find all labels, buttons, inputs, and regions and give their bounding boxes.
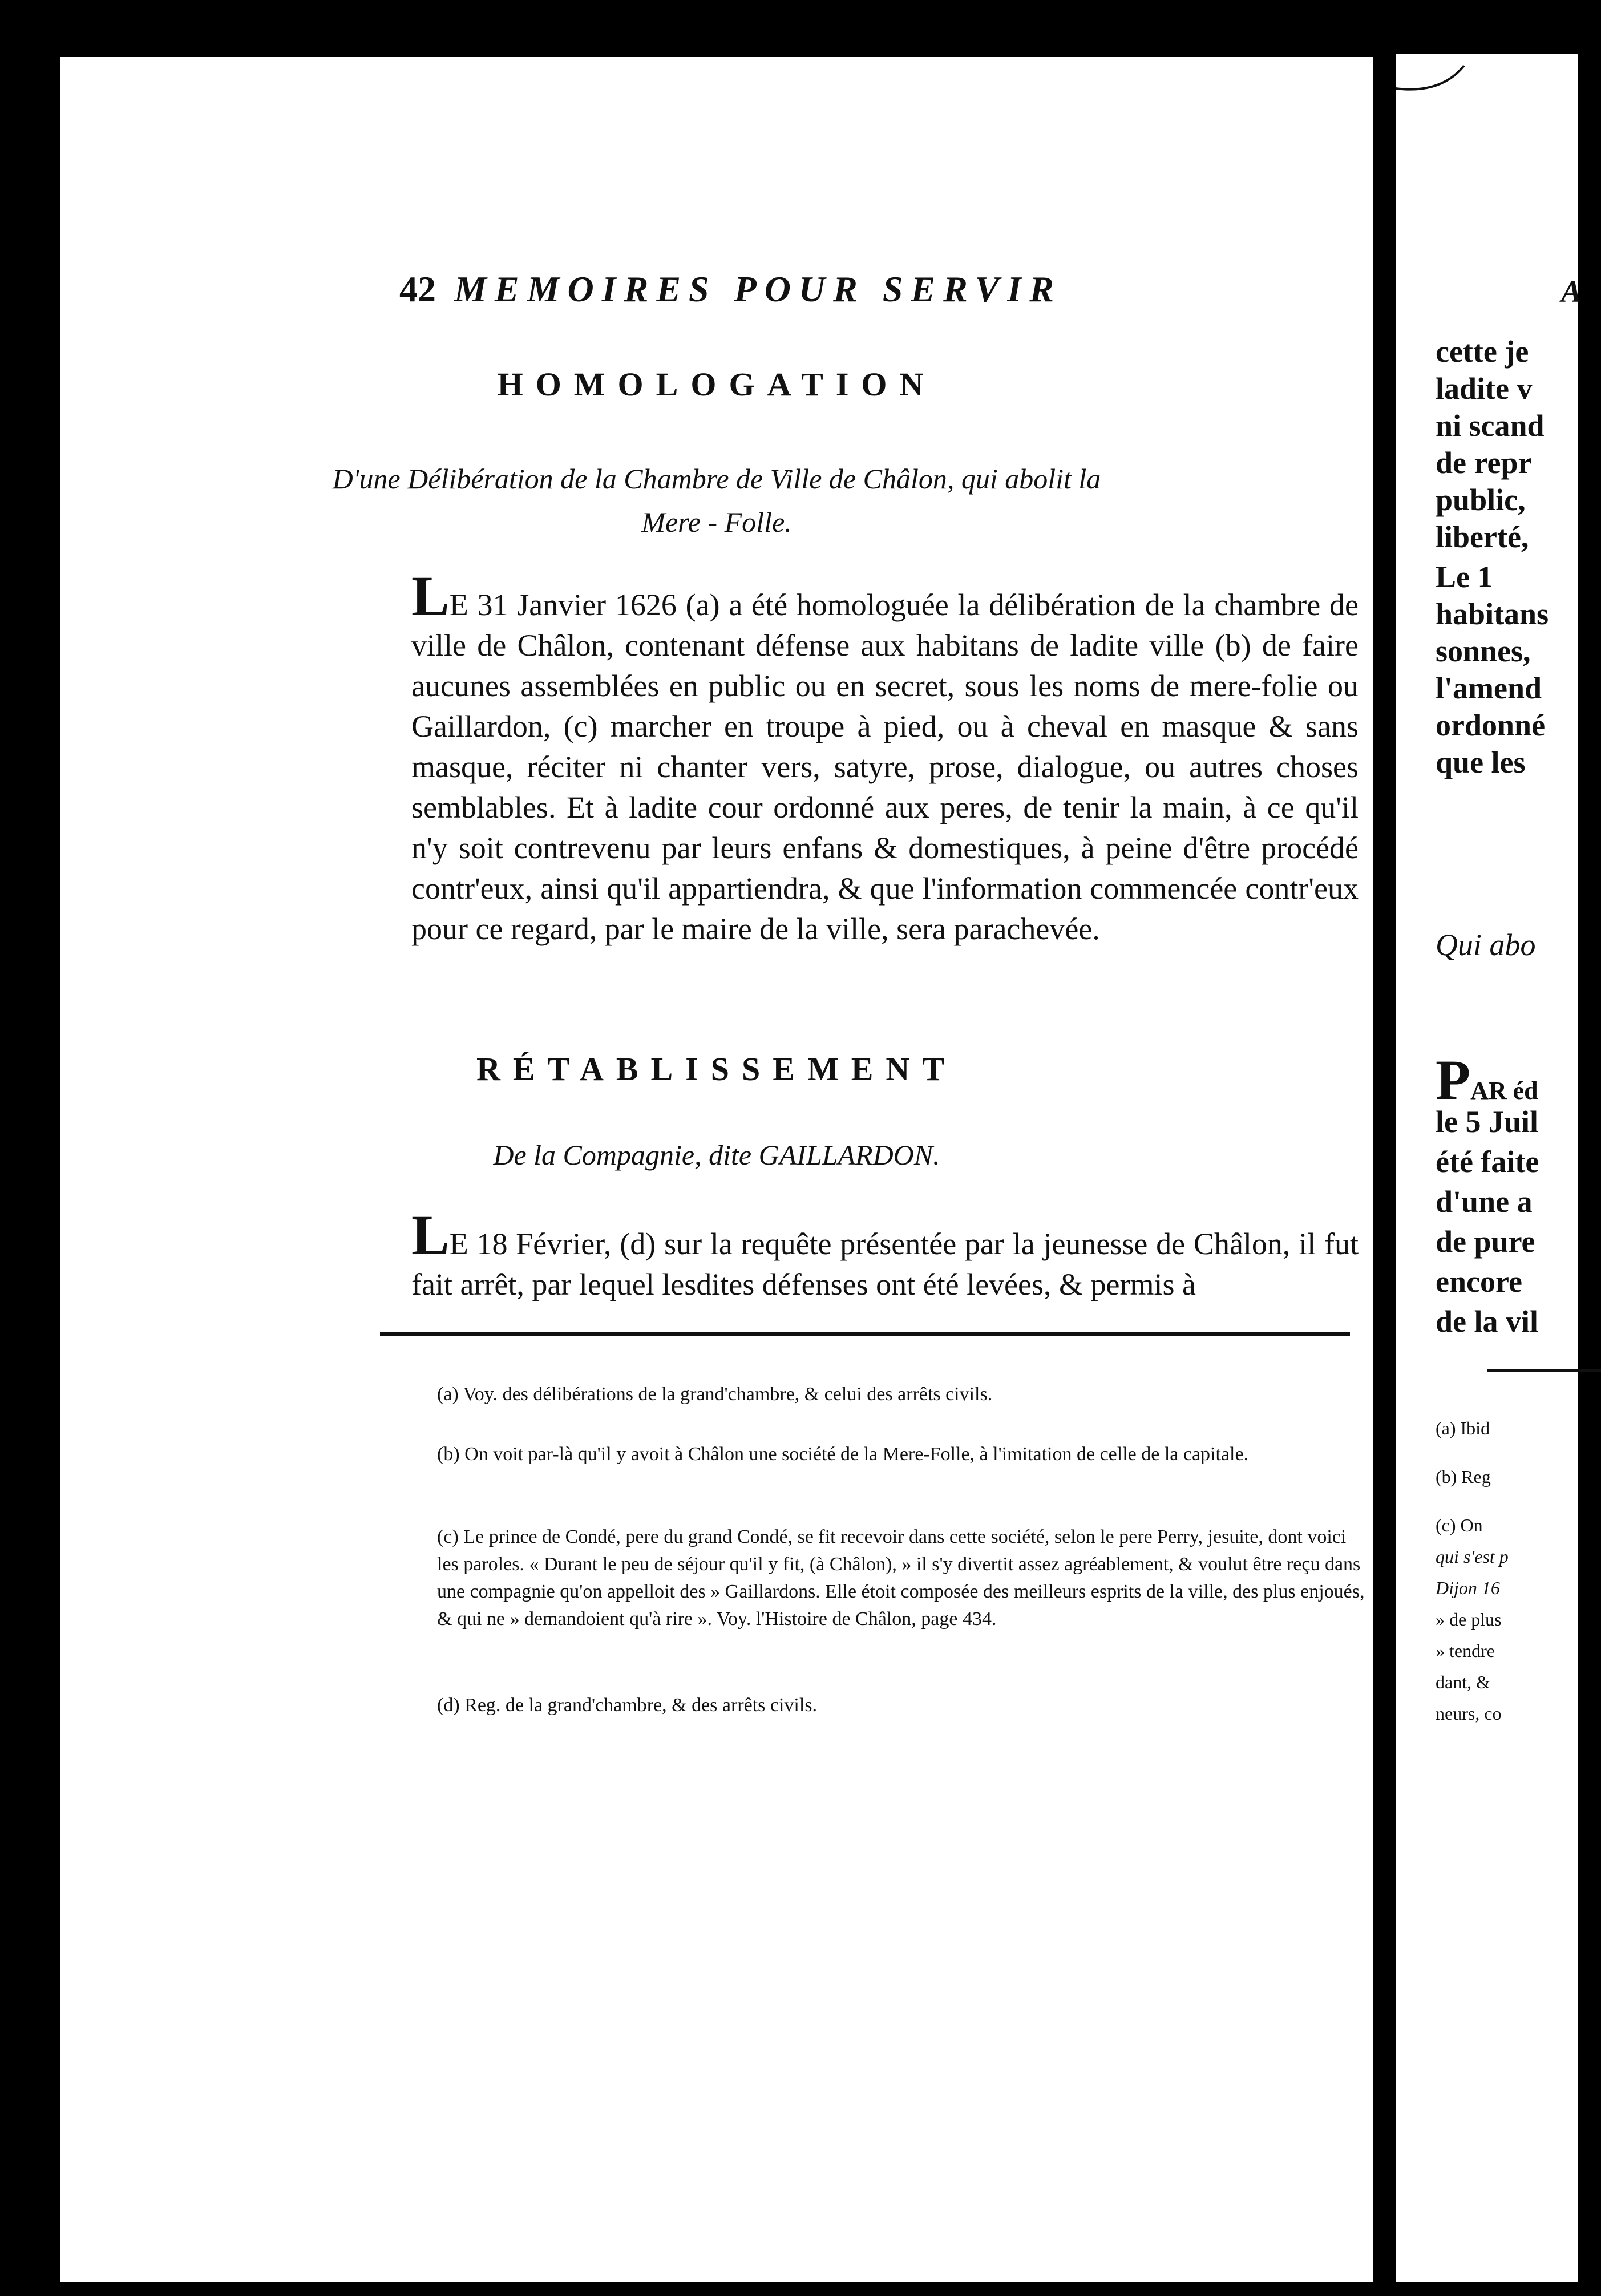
paragraph-text: E 31 Janvier 1626 (a) a été homologuée la délibération de la chambre de ville de Châlon, contenant défense aux habitans de ladite ville (b) de faire aucunes assemblées en public ou en secret, sous les noms de mere-folie ou Gaillardon, (c) marcher en troupe à pied, ou à cheval en masque & sans masque, réciter ni chanter vers, satyre, prose, dialogue, ou autres choses semblables. Et à ladite cour ordonné aux peres, de tenir la main, à ce qu'il n'y soit contrevenu par leurs enfans & domestiques, à peine d'être procédé contr'eux, ainsi qu'il appartiendra, & que l'information commencée contr'eux pour ce regard, par le maire de la ville, sera parachevée. [411,588,1359,946]
right-line: public, [1436,483,1526,517]
section-subtitle-line1: D'une Délibération de la Chambre de Ville de Châlon, qui abolit la [332,463,1101,495]
page-number: 42 [399,269,436,309]
right-line: ni scand [1436,409,1545,443]
right-line: le 5 Juil [1436,1105,1539,1139]
section-subtitle-line2: Mere - Folle. [641,506,792,538]
right-footnote: Dijon 16 [1436,1578,1500,1598]
right-line: de la vil [1436,1304,1539,1339]
section-subtitle-retablissement: De la Compagnie, dite GAILLARDON. [493,1139,940,1171]
dropcap: L [411,1203,450,1267]
right-subtitle: Qui abo [1436,928,1536,962]
right-line: AR éd [1470,1077,1538,1105]
footnote-rule [380,1332,1350,1336]
right-line: cette je [1436,334,1529,369]
right-footnote: (a) Ibid [1436,1418,1490,1438]
right-footnote: (b) Reg [1436,1466,1491,1487]
right-line: de repr [1436,446,1532,480]
section-title-retablissement: RÉTABLISSEMENT [476,1050,957,1088]
right-page [1396,54,1582,2282]
right-footnote: » tendre [1436,1640,1495,1661]
right-line: d'une a [1436,1185,1533,1219]
paragraph-retablissement [411,1203,1359,1305]
right-line: Le 1 [1436,560,1493,594]
right-footnote: neurs, co [1436,1703,1502,1724]
right-line: encore [1436,1264,1522,1299]
right-line: ordonné [1436,708,1546,742]
right-footnote: » de plus [1436,1609,1502,1630]
dropcap: P [1436,1048,1471,1111]
right-line: habitans [1436,597,1549,631]
right-line: liberté, [1436,520,1529,554]
running-head [399,268,1062,310]
right-paragraph-first [1436,1047,1538,1113]
right-footnote: dant, & [1436,1672,1490,1692]
footnote-a: (a) Voy. des délibérations de la grand'chambre, & celui des arrêts civils. [437,1384,993,1405]
dropcap: L [411,564,450,628]
right-line: ladite v [1436,371,1533,406]
left-page [60,57,1373,2282]
right-running-head: A [1561,274,1582,309]
right-footnote: (c) On [1436,1515,1483,1535]
paragraph-homologation [411,564,1359,949]
right-footnote: qui s'est p [1436,1546,1509,1567]
section-title-homologation: HOMOLOGATION [497,366,936,403]
page-edge-curve [1396,54,1578,111]
right-footnote-rule [1487,1369,1601,1372]
footnote-c: (c) Le prince de Condé, pere du grand Condé, se fit recevoir dans cette société, selon le pere Perry, jesuite, dont voici les paroles. « Durant le peu de séjour qu'il y fit, (à Châlon), » il s'y divertit assez agréablement, & voulut être reçu dans une compagnie qu'on appelloit des » Gaillardons. Elle étoit composée des meilleurs esprits de la ville, des plus enjoués, & qui ne » demandoient qu'à rire ». Voy. l'Histoire de Châlon, page 434. [437,1526,1365,1630]
right-line: sonnes, [1436,634,1531,668]
paragraph-text: E 18 Février, (d) sur la requête présentée par la jeunesse de Châlon, il fut fait arrêt, par lequel lesdites défenses ont été levées, & permis à [411,1227,1359,1301]
running-head-text: MEMOIRES POUR SERVIR [454,269,1062,309]
footnote-b: (b) On voit par-là qu'il y avoit à Châlon une société de la Mere-Folle, à l'imitation de celle de la capitale. [437,1444,1249,1465]
right-line: de pure [1436,1224,1535,1259]
right-line: été faite [1436,1145,1539,1179]
right-line: l'amend [1436,671,1542,705]
footnote-d: (d) Reg. de la grand'chambre, & des arrêts civils. [437,1695,818,1716]
right-line: que les [1436,745,1526,779]
